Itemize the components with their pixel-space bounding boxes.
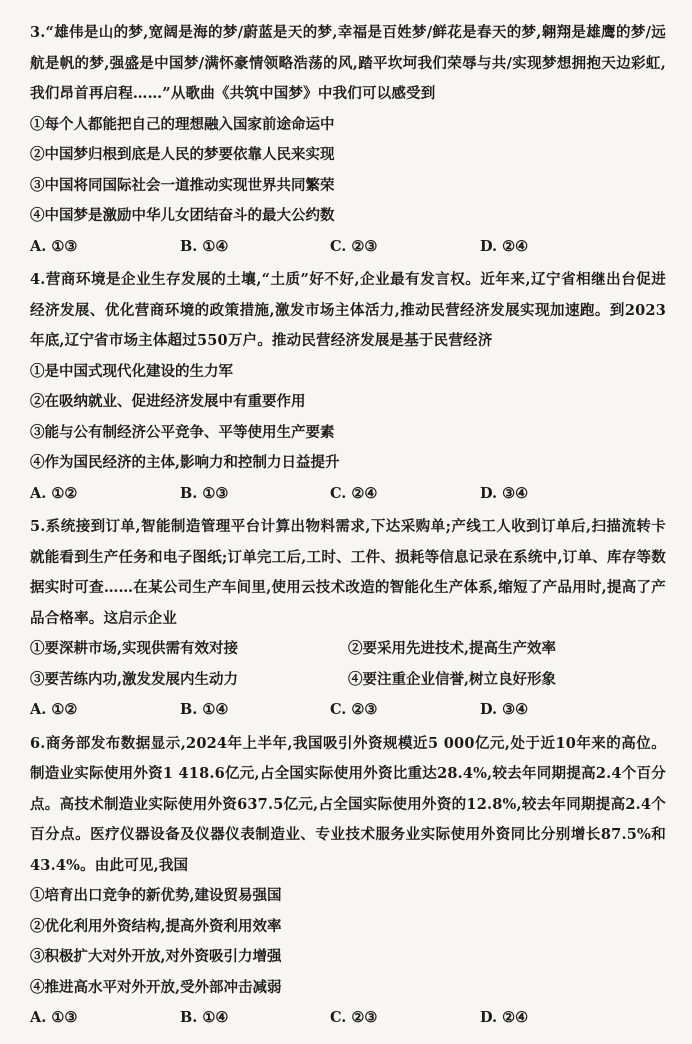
question-3 — [30, 18, 666, 262]
option-1: ①是中国式现代化建设的生力军 — [30, 362, 233, 380]
question-stem: 4.营商环境是企业生存发展的土壤,“土质”好不好,企业最有发言权。近年来,辽宁省相继出台促进经济发展、优化营商环境的政策措施,激发市场主体活力,推动民营经济发展实现加速跑。到2023年底,辽宁省市场主体超过550万户。推动民营经济发展是基于民营经济 — [30, 271, 666, 349]
answer-choices — [30, 232, 666, 263]
choice-c: C. ②③ — [330, 237, 378, 255]
choice-c: C. ②③ — [330, 701, 378, 718]
choice-a: A. ①② — [30, 484, 78, 502]
option-3: ③积极扩大对外开放,对外资吸引力增强 — [30, 948, 282, 965]
option-2: ②要采用先进技术,提高生产效率 — [348, 640, 557, 657]
question-4 — [30, 265, 666, 509]
answer-choices — [30, 1003, 666, 1034]
question-6 — [30, 729, 666, 1034]
answer-choices — [30, 695, 666, 726]
option-1: ①每个人都能把自己的理想融入国家前途命运中 — [30, 115, 335, 133]
option-2: ②优化利用外资结构,提高外资利用效率 — [30, 917, 282, 935]
choice-d: D. ②④ — [480, 237, 529, 255]
question-stem: 5.系统接到订单,智能制造管理平台计算出物料需求,下达采购单;产线工人收到订单后,扫描流转卡就能看到生产任务和电子图纸;订单完工后,工时、工件、损耗等信息记录在系统中,订单、库存等数据实时可查……在某公司生产车间里,使用云技术改造的智能化生产体系,缩短了产品用时,提高了产品合格率。这启示企业 — [30, 518, 666, 627]
question-stem: 3.“雄伟是山的梦,宽阔是海的梦/蔚蓝是天的梦,幸福是百姓梦/鲜花是春天的梦,翱翔是雄鹰的梦/远航是帆的梦,强盛是中国梦/满怀豪情领略浩荡的风,踏平坎坷我们荣辱与共/实现梦想拥抱天边彩虹,我们昂首再启程……”从歌曲《共筑中国梦》中我们可以感受到 — [30, 24, 666, 102]
option-grid — [30, 634, 666, 695]
option-2: ②在吸纳就业、促进经济发展中有重要作用 — [30, 393, 306, 410]
choice-a: A. ①③ — [30, 1009, 78, 1026]
option-3: ③中国将同国际社会一道推动实现世界共同繁荣 — [30, 176, 335, 194]
choice-d: D. ②④ — [480, 1009, 529, 1026]
option-3: ③要苦练内功,激发发展内生动力 — [30, 670, 239, 688]
option-1: ①培育出口竞争的新优势,建设贸易强国 — [30, 887, 282, 904]
option-4: ④作为国民经济的主体,影响力和控制力日益提升 — [30, 454, 340, 471]
option-4: ④中国梦是激励中华儿女团结奋斗的最大公约数 — [30, 207, 335, 224]
choice-c: C. ②④ — [330, 484, 378, 502]
choice-b: B. ①③ — [180, 484, 229, 502]
choice-d: D. ③④ — [480, 701, 529, 718]
choice-d: D. ③④ — [480, 484, 529, 502]
choice-c: C. ②③ — [330, 1009, 378, 1026]
option-2: ②中国梦归根到底是人民的梦要依靠人民来实现 — [30, 146, 335, 163]
choice-b: B. ①④ — [180, 701, 229, 718]
option-4: ④推进高水平对外开放,受外部冲击减弱 — [30, 978, 282, 996]
option-1: ①要深耕市场,实现供需有效对接 — [30, 640, 239, 657]
answer-choices — [30, 479, 666, 510]
choice-a: A. ①② — [30, 701, 78, 718]
choice-b: B. ①④ — [180, 1009, 229, 1026]
option-3: ③能与公有制经济公平竞争、平等使用生产要素 — [30, 423, 335, 441]
question-5 — [30, 512, 666, 726]
option-4: ④要注重企业信誉,树立良好形象 — [348, 670, 557, 688]
choice-b: B. ①④ — [180, 237, 229, 255]
choice-a: A. ①③ — [30, 237, 78, 255]
question-stem: 6.商务部发布数据显示,2024年上半年,我国吸引外资规模近5 000亿元,处于近10年来的高位。制造业实际使用外资1 418.6亿元,占全国实际使用外资比重达28.4%,较去年同期提高2.4个百分点。高技术制造业实际使用外资637.5亿元,占全国实际使用外资的12.8%,较去年同期提高2.4个百分点。医疗仪器设备及仪器仪表制造业、专业技术服务业实际使用外资同比分别增长87.5%和43.4%。由此可见,我国 — [30, 734, 666, 874]
